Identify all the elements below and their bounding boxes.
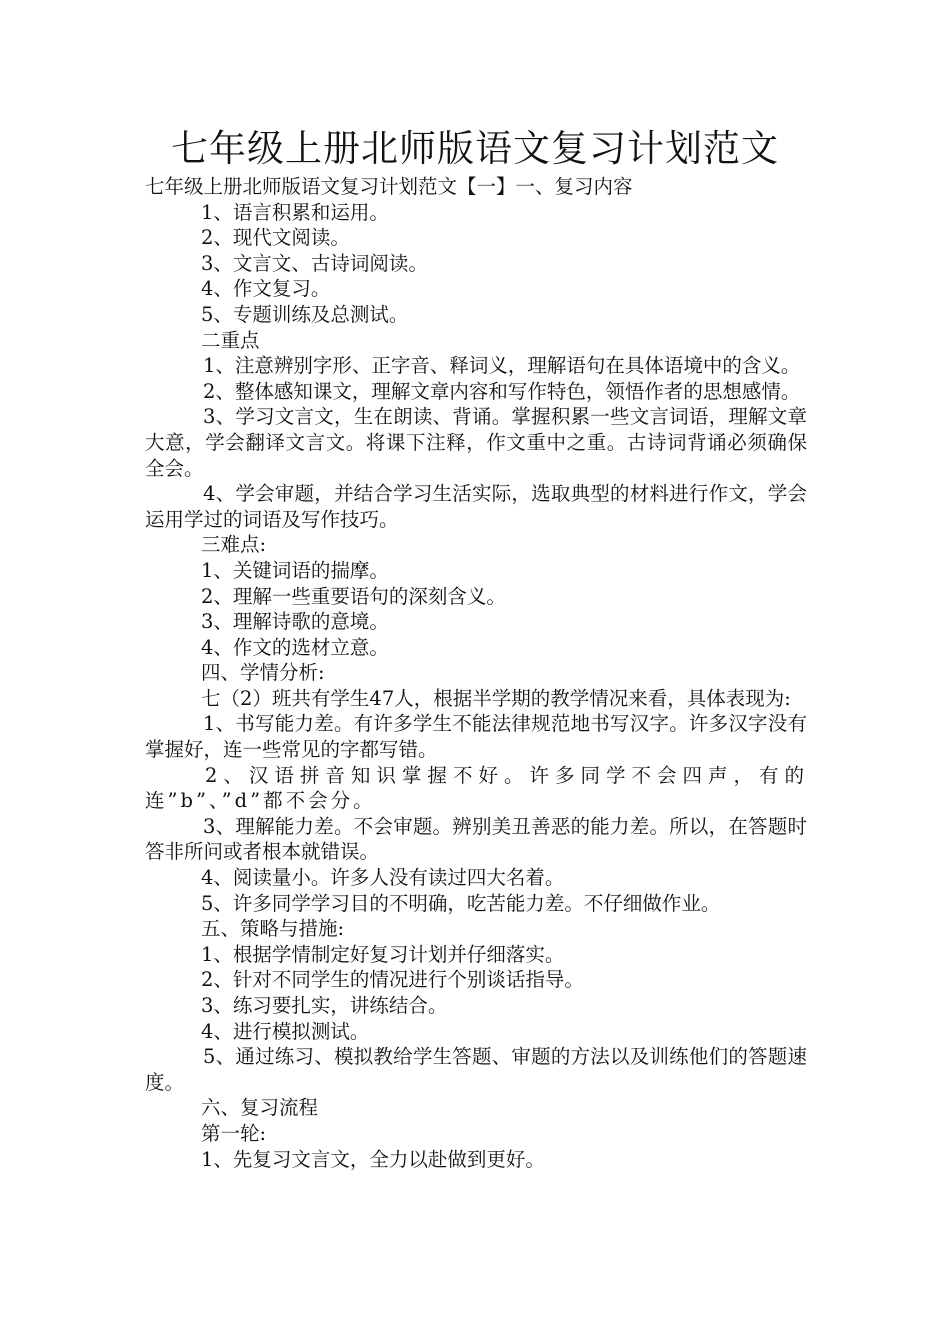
paragraph: 3、理解诗歌的意境。 [201,610,389,634]
paragraph: 1、书写能力差。有许多学生不能法律规范地书写汉字。许多汉字没有掌握好，连一些常见的字都写错。 [145,712,807,762]
paragraph: 4、进行模拟测试。 [201,1019,370,1043]
paragraph: 1、语言积累和运用。 [201,200,389,224]
document-title: 七年级上册北师版语文复习计划范文 [171,127,779,170]
paragraph: 5、通过练习、模拟教给学生答题、审题的方法以及训练他们的答题速度。 [145,1045,807,1094]
paragraph: 1、先复习文言文，全力以赴做到更好。 [201,1147,545,1171]
paragraph: 2、现代文阅读。 [201,226,350,250]
paragraph: 1、关键词语的揣摩。 [201,558,389,582]
paragraph: 3、理解能力差。不会审题。辨别美丑善恶的能力差。所以，在答题时答非所问或者根本就错误。 [145,814,807,864]
paragraph: 2、理解一些重要语句的深刻含义。 [201,584,506,608]
paragraph: 1、根据学情制定好复习计划并仔细落实。 [201,942,565,966]
paragraph: 4、作文的选材立意。 [201,635,389,659]
paragraph: 3、学习文言文，生在朗读、背诵。掌握积累一些文言词语，理解文章大意，学会翻译文言文。将课下注释，作文重中之重。古诗词背诵必须确保全会。 [145,405,807,480]
paragraph: 4、学会审题，并结合学习生活实际，选取典型的材料进行作文，学会运用学过的词语及写作技巧。 [145,482,807,531]
paragraph: 七年级上册北师版语文复习计划范文【一】一、复习内容 [145,175,633,198]
paragraph: 2、整体感知课文，理解文章内容和写作特色，领悟作者的思想感情。 [203,379,801,403]
paragraph: 4、阅读量小。许多人没有读过四大名着。 [201,866,565,890]
paragraph: 3、练习要扎实，讲练结合。 [201,994,448,1017]
paragraph: 1、注意辨别字形、正字音、释词义，理解语句在具体语境中的含义。 [203,354,801,378]
section-heading: 四、学情分析: [201,661,325,685]
section-heading: 三难点: [201,533,267,557]
paragraph: 第一轮: [201,1121,267,1145]
section-heading: 五、策略与措施: [201,917,345,941]
paragraph: 5、专题训练及总测试。 [201,302,409,326]
paragraph: 3、文言文、古诗词阅读。 [201,251,428,275]
section-heading: 二重点 [201,328,260,352]
paragraph: 2、汉语拼音知识掌握不好。许多同学不会四声，有的连”b”、”d”都不会分。 [145,763,807,813]
paragraph: 2、针对不同学生的情况进行个别谈话指导。 [201,968,584,992]
paragraph: 5、许多同学学习目的不明确，吃苦能力差。不仔细做作业。 [201,891,721,915]
paragraph: 4、作文复习。 [201,277,331,301]
document-body [145,174,807,1172]
paragraph: 七（2）班共有学生47人，根据半学期的教学情况来看，具体表现为: [201,686,791,710]
section-heading: 六、复习流程 [201,1096,319,1120]
